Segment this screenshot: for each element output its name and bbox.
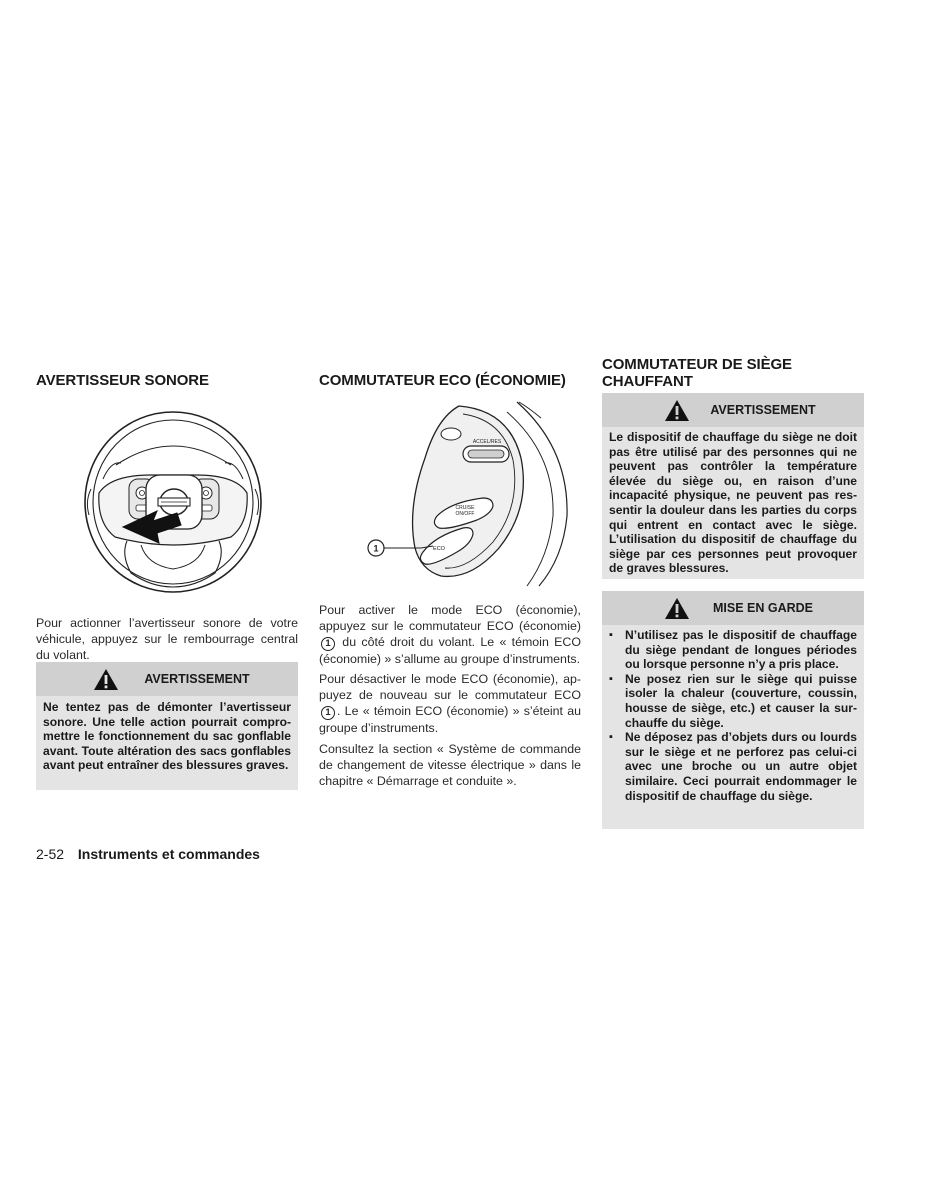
label-eco: ECO	[433, 546, 445, 552]
caution-list-wrap	[602, 625, 864, 809]
caution-item: ▪ N’utilisez pas le dispositif de chauffage du siège pendant de longues périodes ou lorsque personne n’y a pris place.	[609, 628, 857, 672]
eco-reference-text: Consultez la section « Système de commande de changement de vitesse électrique » dans le chapitre « Démarrage et conduite ».	[319, 742, 581, 788]
warning-text: Ne tentez pas de démonter l’avertisseur sonore. Une telle action pourrait compromettre le fonctionnement du sac gonflable avant. Toute altération des sacs gonflables avant peut entraîner des blessures graves.	[43, 700, 291, 773]
warning-triangle-icon	[93, 668, 119, 691]
warning-text: Le dispositif de chauffage du siège ne doit pas être utilisé par des personnes qui ne peuvent pas contrôler la température élevée du siège ou, en raison d’une incapacité physique, ne peuvent pas ressentir la douleur dans les parties du corps qui entrent en contact avec le siège. L’utilisation du dispositif de chauffage du siège par ces personnes peut provoquer de graves blessures.	[609, 430, 857, 576]
warning-title: AVERTISSEMENT	[710, 403, 816, 417]
eco-switch-illustration	[359, 398, 584, 588]
callout-1: 1	[373, 543, 379, 554]
page-number: 2-52	[36, 846, 65, 862]
horn-instructions: Pour actionner l’avertisseur sonore de votre véhicule, appuyez sur le rembourrage central du volant.	[36, 616, 298, 662]
steering-wheel-illustration	[81, 405, 266, 595]
chapter-title: Instruments et commandes	[77, 846, 260, 862]
section-title-seat-heater	[602, 356, 792, 390]
page-footer	[36, 846, 260, 862]
caution-item: ▪ Ne posez rien sur le siège qui puisse isoler la chaleur (couverture, coussin, housse de siège, etc.) et causer la surchauffe du siège.	[609, 672, 857, 730]
caution-box-header	[602, 591, 864, 625]
warning-box-header	[602, 393, 864, 427]
ref-circle-1: 1	[321, 706, 335, 720]
eco-deactivate-text-b: . Le « témoin ECO (économie) » s’éteint au groupe d’instruments.	[319, 704, 581, 735]
ref-circle-1: 1	[321, 637, 335, 651]
eco-deactivate-text	[319, 671, 581, 736]
section-title-horn: AVERTISSEUR SONORE	[36, 372, 209, 389]
title-line-1: COMMUTATEUR DE SIÈGE	[602, 356, 792, 373]
caution-title: MISE EN GARDE	[712, 601, 813, 615]
label-cruise: CRUISE	[455, 505, 475, 511]
eco-deactivate-text-a: Pour désactiver le mode ECO (économie), appuyez de nouveau sur le commutateur ECO	[319, 672, 581, 702]
warning-triangle-icon	[664, 597, 690, 620]
title-line-2: CHAUFFANT	[602, 373, 693, 390]
caution-list	[609, 628, 857, 803]
label-cruise-onoff: ON/OFF	[455, 511, 475, 517]
eco-activate-text-a: Pour activer le mode ECO (économie), appuyez sur le commutateur ECO (économie)	[319, 603, 581, 633]
warning-box-seat	[602, 393, 864, 579]
caution-item: ▪ Ne déposez pas d’objets durs ou lourds sur le siège et ne perforez pas celui-ci avec une broche ou un autre objet similaire. Ceci pourrait endommager le dispositif de chauffage du siège.	[609, 730, 857, 803]
warning-box-horn	[36, 662, 298, 790]
eco-activate-text-b: du côté droit du volant. Le « témoin ECO (économie) » s’allume au groupe d’instruments.	[319, 635, 581, 666]
warning-box-header	[36, 662, 298, 696]
eco-activate-text	[319, 602, 581, 667]
label-accel-res: ACCEL/RES	[472, 439, 502, 445]
caution-box-seat	[602, 591, 864, 829]
section-title-eco: COMMUTATEUR ECO (ÉCONOMIE)	[319, 372, 566, 389]
warning-title: AVERTISSEMENT	[144, 672, 250, 686]
warning-triangle-icon	[664, 399, 690, 422]
